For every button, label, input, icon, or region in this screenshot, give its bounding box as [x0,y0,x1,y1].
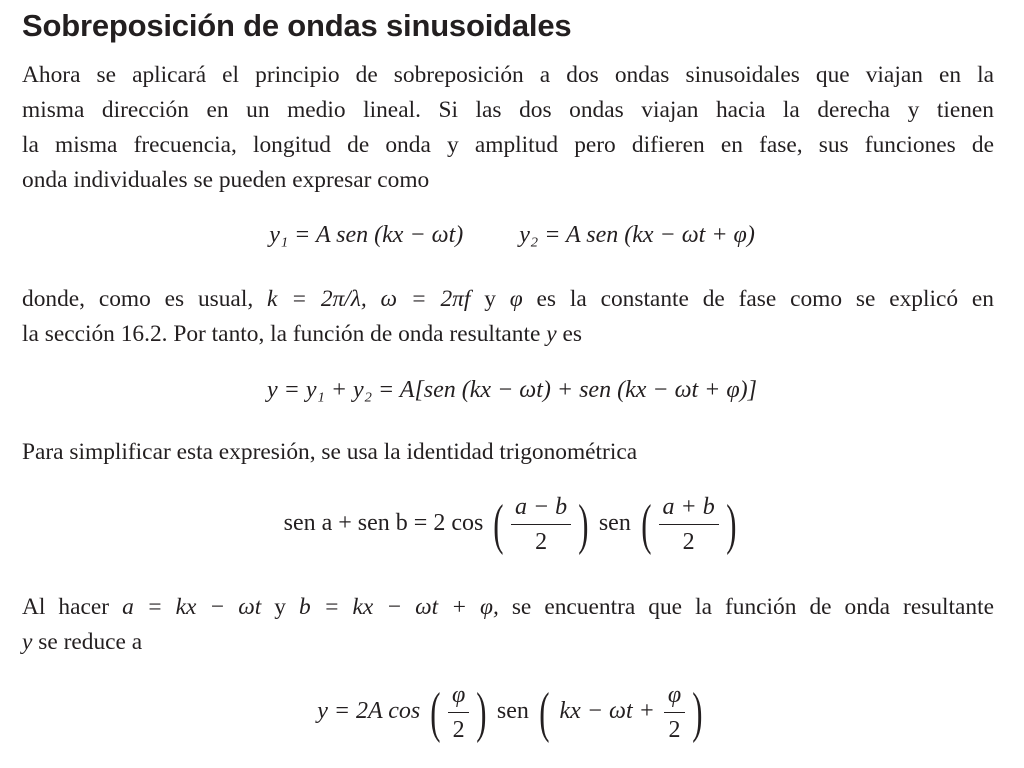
math-y: y [546,321,557,347]
final-lhs: y = 2A cos [317,698,421,725]
paragraph-line [22,317,994,352]
text-fragment: es la constante de fase como se explicó en [536,286,994,312]
text-fragment: Al hacer [22,594,110,620]
paragraph-line: Ahora se aplicará el principio de sobreposición a dos ondas sinusoidales que viajan en la [22,62,994,88]
text-fragment: y [274,594,286,620]
left-paren: ( [430,681,441,744]
fraction-denominator: 2 [682,529,695,555]
paragraph-substitution [22,590,994,660]
paragraph-identity-intro [22,435,994,470]
math-b-definition: b = kx − ωt + φ, [299,594,499,620]
math-a-definition: a = kx − ωt [122,594,262,620]
right-paren: ) [578,493,589,556]
left-paren: ( [539,681,550,744]
math-y: y [22,629,33,655]
math-k-omega: k = 2π/λ, ω = 2πf [267,286,471,312]
paragraph-line [22,625,994,660]
fraction-phi-over-2 [448,680,469,745]
text-fragment: se encuentra que la función de onda resultante [511,594,994,620]
text-fragment: donde, como es usual, [22,286,254,312]
right-paren: ) [476,681,487,744]
equation-trig-identity [0,492,1024,557]
fraction-numerator: φ [448,680,469,713]
equation-wave-functions [0,222,1024,249]
equation-resultant [0,377,1024,404]
paragraph-line: la misma frecuencia, longitud de onda y amplitud pero difieren en fase, sus funciones de [22,132,994,158]
text-fragment: la sección 16.2. Por tanto, la función de onda resultante [22,321,541,347]
left-paren: ( [493,493,504,556]
section-title: Sobreposición de ondas sinusoidales [22,8,572,43]
math-phi: φ [509,286,523,312]
text-fragment: es [562,321,582,347]
left-paren: ( [641,493,652,556]
text-fragment: se reduce a [38,629,143,655]
paragraph-line: onda individuales se pueden expresar como [22,167,430,193]
right-paren: ) [692,681,703,744]
text-fragment: y [484,286,496,312]
fraction-phi-over-2 [664,680,685,745]
fraction-denominator: 2 [535,529,548,555]
final-sen: sen [496,698,529,725]
paragraph-line: Para simplificar esta expresión, se usa la identidad trigonométrica [22,439,638,465]
identity-lhs: sen a + sen b = 2 cos [283,510,484,537]
equation-y1: y₁ = A sen (kx − ωt) [269,222,464,248]
fraction-denominator: 2 [452,717,465,743]
fraction-numerator: φ [664,680,685,713]
equation-sum: y = y₁ + y₂ = A[sen (kx − ωt) + sen (kx − ωt + φ)] [267,377,757,403]
fraction-numerator: a − b [511,492,571,525]
fraction-a-minus-b [511,492,571,557]
equation-y2: y₂ = A sen (kx − ωt + φ) [519,222,755,248]
identity-sen: sen [598,510,631,537]
final-inner: kx − ωt + [559,698,655,725]
fraction-denominator: 2 [668,717,681,743]
paragraph-line: misma dirección en un medio lineal. Si las dos ondas viajan hacia la derecha y tienen [22,97,994,123]
paragraph-intro [22,58,994,198]
paragraph-definitions [22,282,994,352]
right-paren: ) [725,493,737,556]
fraction-a-plus-b [659,492,719,557]
equation-final [0,680,1024,745]
paragraph-line [22,282,994,317]
paragraph-line [22,590,994,625]
fraction-numerator: a + b [659,492,719,525]
